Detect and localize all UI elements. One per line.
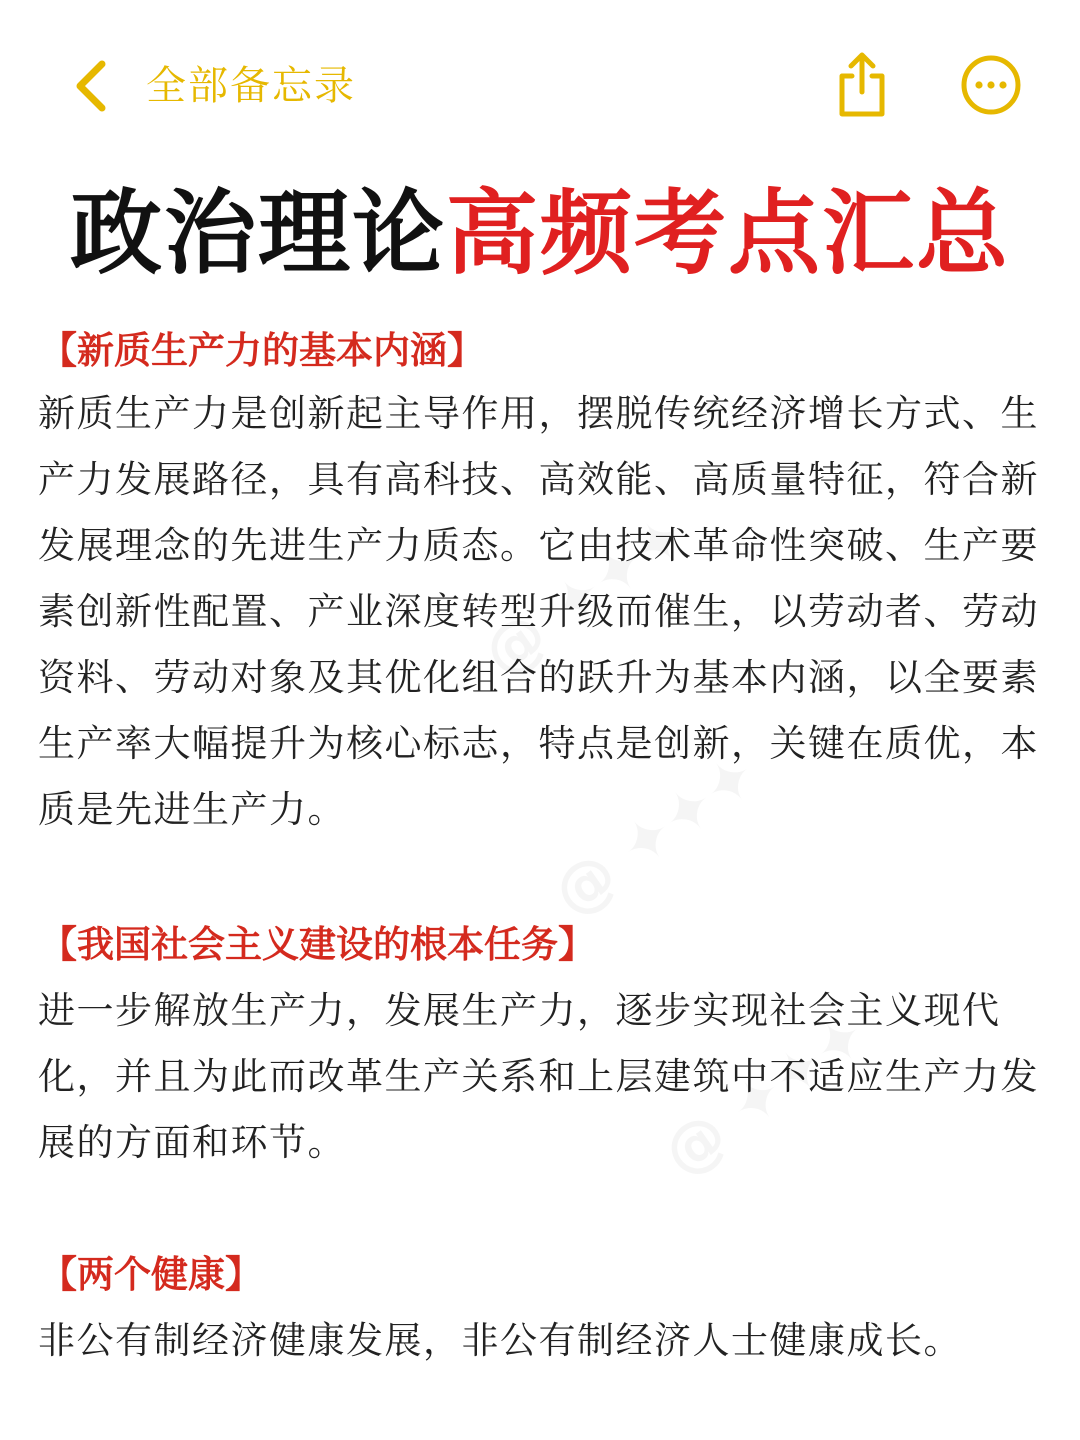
- back-button[interactable]: [70, 52, 370, 120]
- section-heading: 【新质生产力的基本内涵】: [40, 329, 484, 372]
- title-red-part: 高频考点汇总: [446, 180, 1011, 287]
- section-body: 新质生产力是创新起主导作用，摆脱传统经济增长方式、生产力发展路径，具有高科技、高效能、高质量特征，符合新发展理念的先进生产力质态。它由技术革命性突破、生产要素创新性配置、产业深度转型升级而催生，以劳动者、劳动资料、劳动对象及其优化组合的跃升为基本内涵，以全要素生产率大幅提升为核心标志，特点是创新，关键在质优，本质是先进生产力。: [38, 392, 1039, 831]
- watermark: @ ✦✦✦: [540, 739, 771, 931]
- share-icon[interactable]: [830, 50, 894, 120]
- page-title: [0, 178, 1080, 290]
- back-label: 全部备忘录: [146, 63, 356, 109]
- chevron-left-icon: [70, 58, 110, 114]
- watermark: @ ✦✦✦: [650, 999, 881, 1191]
- more-icon[interactable]: [958, 52, 1024, 118]
- section-body: 非公有制经济健康发展，非公有制经济人士健康成长。: [38, 1319, 962, 1362]
- watermark: @ ✦✦✦: [470, 499, 701, 691]
- title-black-part: 政治理论: [69, 180, 446, 287]
- navigation-bar: [0, 0, 1080, 170]
- section-heading: 【我国社会主义建设的根本任务】: [40, 923, 595, 966]
- section-body: 进一步解放生产力，发展生产力，逐步实现社会主义现代化，并且为此而改革生产关系和上层建筑中不适应生产力发展的方面和环节。: [38, 989, 1039, 1164]
- section-heading: 【两个健康】: [40, 1253, 262, 1296]
